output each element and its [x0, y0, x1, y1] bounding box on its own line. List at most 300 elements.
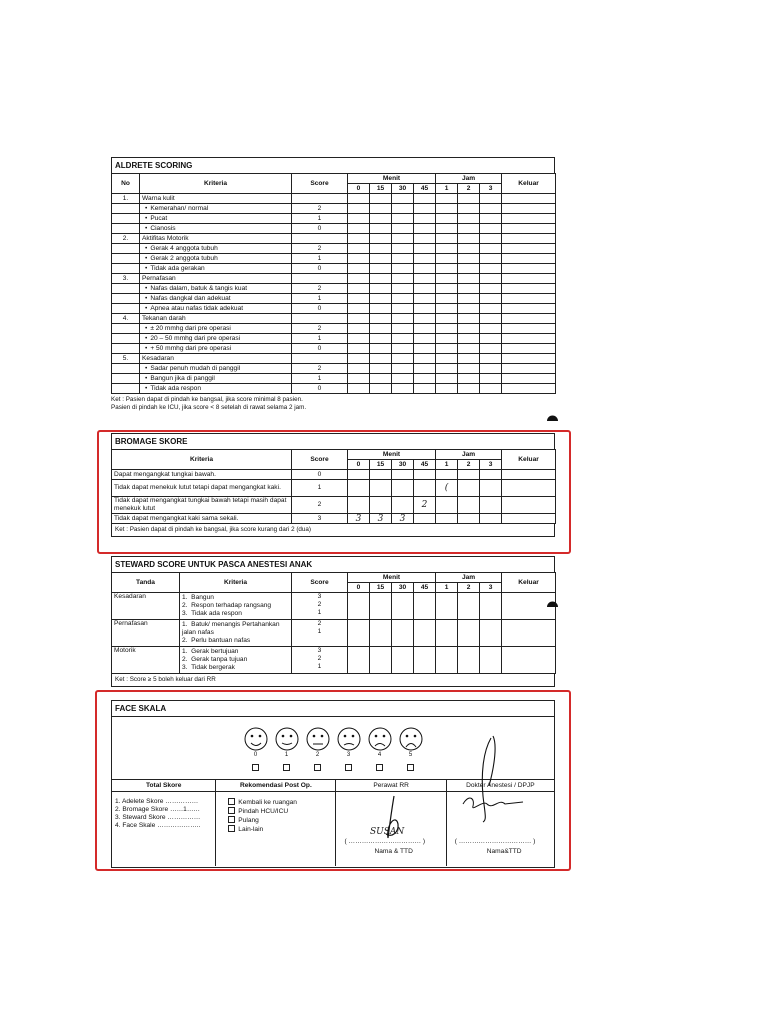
steward-item-no: 3.: [182, 664, 188, 671]
aldrete-entry-cell[interactable]: [480, 314, 502, 324]
aldrete-entry-cell[interactable]: [458, 384, 480, 394]
aldrete-entry-cell[interactable]: [414, 194, 436, 204]
aldrete-entry-cell[interactable]: [436, 304, 458, 314]
aldrete-entry-cell[interactable]: [436, 204, 458, 214]
aldrete-entry-cell[interactable]: [502, 354, 556, 364]
aldrete-entry-cell[interactable]: [480, 294, 502, 304]
col-menit: Menit: [348, 573, 436, 583]
aldrete-entry-cell[interactable]: [414, 224, 436, 234]
aldrete-entry-cell[interactable]: [502, 304, 556, 314]
aldrete-kriteria: Pernafasan: [140, 274, 292, 284]
aldrete-entry-cell[interactable]: [458, 294, 480, 304]
aldrete-entry-cell[interactable]: [414, 374, 436, 384]
total-skore-header: Total Skore: [112, 780, 215, 792]
aldrete-entry-cell[interactable]: [436, 234, 458, 244]
steward-item-label: Perlu bantuan nafas: [191, 637, 251, 644]
steward-entry-cell[interactable]: [458, 647, 480, 674]
aldrete-kriteria: • Tidak ada respon: [140, 384, 292, 394]
aldrete-entry-cell[interactable]: [370, 324, 392, 334]
steward-note: Ket : Score ≥ 5 boleh keluar dari RR: [111, 674, 555, 687]
aldrete-no: [112, 204, 140, 214]
aldrete-entry-cell[interactable]: [480, 244, 502, 254]
aldrete-entry-cell[interactable]: [502, 344, 556, 354]
aldrete-entry-cell[interactable]: [480, 264, 502, 274]
aldrete-entry-cell[interactable]: [436, 284, 458, 294]
steward-entry-cell[interactable]: [370, 620, 392, 647]
aldrete-entry-cell[interactable]: [370, 304, 392, 314]
steward-item-label: Tidak ada respon: [191, 610, 242, 617]
aldrete-entry-cell[interactable]: [392, 364, 414, 374]
aldrete-entry-cell[interactable]: [502, 294, 556, 304]
aldrete-entry-cell[interactable]: [370, 244, 392, 254]
aldrete-score: [292, 274, 348, 284]
aldrete-entry-cell[interactable]: [414, 244, 436, 254]
aldrete-entry-cell[interactable]: [436, 384, 458, 394]
steward-item-no: 2.: [182, 637, 188, 644]
aldrete-entry-cell[interactable]: [348, 204, 370, 214]
aldrete-entry-cell[interactable]: [414, 384, 436, 394]
aldrete-entry-cell[interactable]: [502, 314, 556, 324]
aldrete-entry-cell[interactable]: [436, 354, 458, 364]
col-keluar: Keluar: [502, 573, 556, 593]
col-jam-2: 3: [480, 460, 502, 470]
aldrete-entry-cell[interactable]: [458, 304, 480, 314]
aldrete-entry-cell[interactable]: [502, 374, 556, 384]
aldrete-no: [112, 264, 140, 274]
aldrete-entry-cell[interactable]: [392, 264, 414, 274]
steward-item-no: 2.: [182, 656, 188, 663]
aldrete-entry-cell[interactable]: [370, 384, 392, 394]
bromage-entry-cell[interactable]: 3: [370, 514, 392, 524]
aldrete-entry-cell[interactable]: [502, 264, 556, 274]
table-row: [112, 374, 556, 384]
table-row: [112, 194, 556, 204]
aldrete-entry-cell[interactable]: [392, 254, 414, 264]
aldrete-entry-cell[interactable]: [436, 334, 458, 344]
steward-tanda: Motorik: [112, 647, 180, 674]
steward-tanda: Kesadaran: [112, 593, 180, 620]
aldrete-entry-cell[interactable]: [502, 284, 556, 294]
steward-item-no: 1.: [182, 621, 188, 628]
aldrete-no: [112, 294, 140, 304]
aldrete-entry-cell[interactable]: [392, 384, 414, 394]
aldrete-entry-cell[interactable]: [436, 324, 458, 334]
steward-item-score: 1: [317, 628, 322, 635]
aldrete-score: 1: [292, 374, 348, 384]
col-jam-1: 2: [458, 184, 480, 194]
aldrete-no: 5.: [112, 354, 140, 364]
aldrete-entry-cell[interactable]: [436, 214, 458, 224]
steward-section: [111, 556, 555, 687]
rekomendasi-header: Rekomendasi Post Op.: [216, 780, 335, 792]
aldrete-entry-cell[interactable]: [502, 234, 556, 244]
steward-entry-cell[interactable]: [480, 593, 502, 620]
aldrete-entry-cell[interactable]: [458, 324, 480, 334]
aldrete-no: [112, 374, 140, 384]
col-menit-1: 15: [370, 460, 392, 470]
aldrete-entry-cell[interactable]: [348, 244, 370, 254]
total-skore-item: 3. Steward Skore ……………: [115, 814, 201, 821]
col-jam: Jam: [436, 174, 502, 184]
steward-item-score: 2: [317, 655, 322, 662]
aldrete-entry-cell[interactable]: [458, 364, 480, 374]
aldrete-entry-cell[interactable]: [502, 274, 556, 284]
col-menit-2: 30: [392, 583, 414, 593]
table-row: [112, 254, 556, 264]
dokter-name-label: Nama&TTD: [486, 848, 522, 855]
aldrete-entry-cell[interactable]: [392, 194, 414, 204]
table-row: [112, 314, 556, 324]
aldrete-entry-cell[interactable]: [458, 234, 480, 244]
aldrete-title: ALDRETE SCORING: [111, 157, 555, 173]
col-menit: Menit: [348, 174, 436, 184]
aldrete-entry-cell[interactable]: [392, 204, 414, 214]
col-tanda: Tanda: [112, 573, 180, 593]
bromage-entry-cell[interactable]: 2: [414, 497, 436, 514]
punch-mark-icon: [547, 596, 558, 607]
aldrete-entry-cell[interactable]: [414, 344, 436, 354]
aldrete-entry-cell[interactable]: [502, 324, 556, 334]
aldrete-entry-cell[interactable]: [348, 304, 370, 314]
steward-entry-cell[interactable]: [392, 593, 414, 620]
bromage-score: 0: [292, 470, 348, 480]
aldrete-entry-cell[interactable]: [436, 264, 458, 274]
aldrete-entry-cell[interactable]: [414, 324, 436, 334]
steward-entry-cell[interactable]: [348, 647, 370, 674]
steward-entry-cell[interactable]: [436, 593, 458, 620]
aldrete-entry-cell[interactable]: [458, 274, 480, 284]
steward-item-no: 1.: [182, 594, 188, 601]
steward-entry-cell[interactable]: [370, 593, 392, 620]
aldrete-entry-cell[interactable]: [370, 274, 392, 284]
aldrete-entry-cell[interactable]: [392, 284, 414, 294]
col-jam-1: 2: [458, 583, 480, 593]
steward-entry-cell[interactable]: [480, 620, 502, 647]
steward-entry-cell[interactable]: [348, 620, 370, 647]
aldrete-entry-cell[interactable]: [414, 254, 436, 264]
steward-entry-cell[interactable]: [392, 647, 414, 674]
col-keluar: Keluar: [502, 174, 556, 194]
steward-entry-cell[interactable]: [502, 620, 556, 647]
aldrete-entry-cell[interactable]: [392, 334, 414, 344]
steward-entry-cell[interactable]: [480, 647, 502, 674]
aldrete-entry-cell[interactable]: [370, 284, 392, 294]
aldrete-entry-cell[interactable]: [392, 294, 414, 304]
steward-item-label: Respon terhadap rangsang: [191, 602, 272, 609]
steward-entry-cell[interactable]: [502, 647, 556, 674]
aldrete-kriteria: • Bangun jika di panggil: [140, 374, 292, 384]
aldrete-entry-cell[interactable]: [348, 274, 370, 284]
table-row: [112, 234, 556, 244]
aldrete-score: 2: [292, 364, 348, 374]
col-menit-2: 30: [392, 184, 414, 194]
aldrete-entry-cell[interactable]: [348, 334, 370, 344]
aldrete-entry-cell[interactable]: [348, 214, 370, 224]
aldrete-entry-cell[interactable]: [348, 284, 370, 294]
aldrete-entry-cell[interactable]: [480, 274, 502, 284]
aldrete-score: 0: [292, 304, 348, 314]
aldrete-entry-cell[interactable]: [480, 384, 502, 394]
table-row: [112, 344, 556, 354]
aldrete-entry-cell[interactable]: [436, 254, 458, 264]
aldrete-entry-cell[interactable]: [502, 244, 556, 254]
aldrete-entry-cell[interactable]: [392, 324, 414, 334]
aldrete-entry-cell[interactable]: [414, 334, 436, 344]
aldrete-entry-cell[interactable]: [436, 194, 458, 204]
aldrete-entry-cell[interactable]: [392, 234, 414, 244]
steward-table: [111, 572, 556, 674]
total-skore-item: 1. Adelete Skore ……………: [115, 798, 199, 805]
aldrete-entry-cell[interactable]: [370, 344, 392, 354]
aldrete-entry-cell[interactable]: [348, 344, 370, 354]
steward-entry-cell[interactable]: [392, 620, 414, 647]
aldrete-score: 2: [292, 284, 348, 294]
aldrete-entry-cell[interactable]: [370, 334, 392, 344]
aldrete-kriteria: • + 50 mmhg dari pre operasi: [140, 344, 292, 354]
aldrete-entry-cell[interactable]: [370, 234, 392, 244]
aldrete-entry-cell[interactable]: [348, 314, 370, 324]
steward-entry-cell[interactable]: [370, 647, 392, 674]
aldrete-entry-cell[interactable]: [370, 264, 392, 274]
table-row: [112, 204, 556, 214]
col-jam-2: 3: [480, 184, 502, 194]
aldrete-entry-cell[interactable]: [458, 264, 480, 274]
aldrete-entry-cell[interactable]: [480, 304, 502, 314]
steward-item-score: 1: [317, 663, 322, 670]
aldrete-entry-cell[interactable]: [414, 284, 436, 294]
aldrete-entry-cell[interactable]: [502, 254, 556, 264]
aldrete-entry-cell[interactable]: [436, 344, 458, 354]
aldrete-entry-cell[interactable]: [370, 294, 392, 304]
table-row: [112, 244, 556, 254]
aldrete-entry-cell[interactable]: [392, 224, 414, 234]
dokter-paren: ( …………………………… ): [454, 838, 536, 845]
aldrete-no: [112, 364, 140, 374]
aldrete-entry-cell[interactable]: [414, 294, 436, 304]
table-row: [112, 364, 556, 374]
aldrete-entry-cell[interactable]: [458, 204, 480, 214]
aldrete-no: 2.: [112, 234, 140, 244]
aldrete-entry-cell[interactable]: [370, 224, 392, 234]
col-kriteria: Kriteria: [180, 573, 292, 593]
aldrete-entry-cell[interactable]: [502, 214, 556, 224]
aldrete-score: 0: [292, 384, 348, 394]
table-row: [112, 384, 556, 394]
aldrete-entry-cell[interactable]: [436, 314, 458, 324]
aldrete-entry-cell[interactable]: [480, 334, 502, 344]
aldrete-entry-cell[interactable]: [414, 214, 436, 224]
bromage-kriteria: Tidak dapat mengangkat tungkai bawah tetapi masih dapat menekuk lutut: [112, 497, 292, 514]
aldrete-entry-cell[interactable]: [414, 354, 436, 364]
aldrete-kriteria: • Nafas dangkal dan adekuat: [140, 294, 292, 304]
face-number: 2: [315, 752, 320, 758]
aldrete-entry-cell[interactable]: [480, 284, 502, 294]
rekomendasi-label: Pindah HCU/ICU: [238, 808, 289, 815]
aldrete-entry-cell[interactable]: [436, 274, 458, 284]
steward-item-no: 1.: [182, 648, 188, 655]
aldrete-entry-cell[interactable]: [348, 254, 370, 264]
steward-entry-cell[interactable]: [348, 593, 370, 620]
col-keluar: Keluar: [502, 450, 556, 470]
aldrete-entry-cell[interactable]: [480, 204, 502, 214]
aldrete-entry-cell[interactable]: [392, 274, 414, 284]
aldrete-entry-cell[interactable]: [348, 234, 370, 244]
aldrete-entry-cell[interactable]: [502, 204, 556, 214]
aldrete-kriteria: • Gerak 4 anggota tubuh: [140, 244, 292, 254]
aldrete-entry-cell[interactable]: [502, 334, 556, 344]
aldrete-entry-cell[interactable]: [502, 194, 556, 204]
steward-item-label: Gerak bertujuan: [191, 648, 239, 655]
aldrete-entry-cell[interactable]: [414, 204, 436, 214]
aldrete-kriteria: Tekanan darah: [140, 314, 292, 324]
aldrete-entry-cell[interactable]: [480, 354, 502, 364]
aldrete-entry-cell[interactable]: [392, 374, 414, 384]
total-skore-item: 4. Face Skale ………………..: [115, 822, 201, 829]
aldrete-entry-cell[interactable]: [480, 254, 502, 264]
aldrete-entry-cell[interactable]: [502, 364, 556, 374]
col-jam: Jam: [436, 450, 502, 460]
aldrete-entry-cell[interactable]: [480, 374, 502, 384]
aldrete-entry-cell[interactable]: [480, 194, 502, 204]
aldrete-score: [292, 194, 348, 204]
steward-entry-cell[interactable]: [458, 593, 480, 620]
aldrete-entry-cell[interactable]: [370, 374, 392, 384]
bromage-kriteria: Dapat mengangkat tungkai bawah.: [112, 470, 292, 480]
bromage-entry-cell[interactable]: (: [436, 480, 458, 497]
aldrete-entry-cell[interactable]: [480, 214, 502, 224]
aldrete-entry-cell[interactable]: [370, 214, 392, 224]
aldrete-entry-cell[interactable]: [392, 314, 414, 324]
aldrete-no: [112, 244, 140, 254]
aldrete-score: 1: [292, 294, 348, 304]
bromage-entry-cell[interactable]: 3: [348, 514, 370, 524]
aldrete-entry-cell[interactable]: [458, 214, 480, 224]
aldrete-entry-cell[interactable]: [370, 314, 392, 324]
aldrete-entry-cell[interactable]: [392, 344, 414, 354]
aldrete-entry-cell[interactable]: [458, 344, 480, 354]
aldrete-score: 2: [292, 244, 348, 254]
aldrete-entry-cell[interactable]: [458, 254, 480, 264]
col-score: Score: [292, 573, 348, 593]
aldrete-no: 1.: [112, 194, 140, 204]
aldrete-entry-cell[interactable]: [436, 244, 458, 254]
aldrete-entry-cell[interactable]: [458, 224, 480, 234]
table-row: [112, 274, 556, 284]
aldrete-entry-cell[interactable]: [480, 344, 502, 354]
bromage-kriteria: Tidak dapat mengangkat kaki sama sekali.: [112, 514, 292, 524]
aldrete-entry-cell[interactable]: [348, 194, 370, 204]
aldrete-kriteria: • ± 20 mmhg dari pre operasi: [140, 324, 292, 334]
aldrete-entry-cell[interactable]: [392, 214, 414, 224]
aldrete-entry-cell[interactable]: [458, 354, 480, 364]
rekomendasi-label: Kembali ke ruangan: [238, 799, 297, 806]
aldrete-entry-cell[interactable]: [480, 324, 502, 334]
aldrete-entry-cell[interactable]: [348, 224, 370, 234]
steward-item-no: 3.: [182, 610, 188, 617]
col-menit-1: 15: [370, 184, 392, 194]
steward-entry-cell[interactable]: [436, 620, 458, 647]
aldrete-entry-cell[interactable]: [370, 354, 392, 364]
aldrete-entry-cell[interactable]: [502, 224, 556, 234]
aldrete-entry-cell[interactable]: [480, 364, 502, 374]
aldrete-entry-cell[interactable]: [414, 314, 436, 324]
bromage-note: Ket : Pasien dapat di pindah ke bangsal, jika score kurang dari 2 (dua): [111, 524, 555, 537]
aldrete-entry-cell[interactable]: [436, 224, 458, 234]
aldrete-kriteria: • Gerak 2 anggota tubuh: [140, 254, 292, 264]
aldrete-entry-cell[interactable]: [414, 274, 436, 284]
table-row: [112, 214, 556, 224]
aldrete-kriteria: • Tidak ada gerakan: [140, 264, 292, 274]
aldrete-entry-cell[interactable]: [458, 194, 480, 204]
aldrete-entry-cell[interactable]: [458, 374, 480, 384]
aldrete-entry-cell[interactable]: [414, 234, 436, 244]
face-number: 5: [408, 752, 413, 758]
aldrete-entry-cell[interactable]: [458, 334, 480, 344]
aldrete-entry-cell[interactable]: [414, 304, 436, 314]
aldrete-entry-cell[interactable]: [348, 364, 370, 374]
aldrete-entry-cell[interactable]: [480, 224, 502, 234]
aldrete-entry-cell[interactable]: [348, 324, 370, 334]
aldrete-entry-cell[interactable]: [348, 354, 370, 364]
aldrete-entry-cell[interactable]: [370, 254, 392, 264]
aldrete-entry-cell[interactable]: [370, 364, 392, 374]
aldrete-entry-cell[interactable]: [436, 364, 458, 374]
steward-entry-cell[interactable]: [414, 647, 436, 674]
aldrete-entry-cell[interactable]: [436, 374, 458, 384]
aldrete-entry-cell[interactable]: [458, 284, 480, 294]
aldrete-entry-cell[interactable]: [348, 384, 370, 394]
aldrete-entry-cell[interactable]: [414, 264, 436, 274]
face-number: 1: [284, 752, 289, 758]
aldrete-entry-cell[interactable]: [480, 234, 502, 244]
perawat-paren: ( …………………………… ): [344, 838, 426, 845]
steward-entry-cell[interactable]: [414, 620, 436, 647]
aldrete-entry-cell[interactable]: [458, 314, 480, 324]
steward-item-score: 2: [317, 620, 322, 627]
aldrete-entry-cell[interactable]: [436, 294, 458, 304]
steward-entry-cell[interactable]: [414, 593, 436, 620]
bromage-entry-cell[interactable]: 3: [392, 514, 414, 524]
aldrete-entry-cell[interactable]: [458, 244, 480, 254]
aldrete-entry-cell[interactable]: [348, 374, 370, 384]
aldrete-entry-cell[interactable]: [370, 204, 392, 214]
aldrete-no: [112, 344, 140, 354]
aldrete-kriteria: Warna kulit: [140, 194, 292, 204]
aldrete-score: 1: [292, 214, 348, 224]
total-skore-item: 2. Bromage Skore ……1……: [115, 806, 201, 813]
table-row: [112, 284, 556, 294]
table-row: [112, 647, 556, 674]
steward-entry-cell[interactable]: [436, 647, 458, 674]
steward-entry-cell[interactable]: [458, 620, 480, 647]
aldrete-entry-cell[interactable]: [392, 304, 414, 314]
aldrete-kriteria: • Sadar penuh mudah di panggil: [140, 364, 292, 374]
col-menit-1: 15: [370, 583, 392, 593]
face-title: FACE SKALA: [112, 701, 554, 717]
col-kriteria: Kriteria: [112, 450, 292, 470]
aldrete-entry-cell[interactable]: [392, 354, 414, 364]
col-menit-0: 0: [348, 460, 370, 470]
steward-item-label: Bangun: [191, 594, 214, 601]
face-skala-highlight-box: [95, 690, 571, 871]
aldrete-entry-cell[interactable]: [502, 384, 556, 394]
aldrete-entry-cell[interactable]: [392, 244, 414, 254]
aldrete-entry-cell[interactable]: [414, 364, 436, 374]
aldrete-entry-cell[interactable]: [370, 194, 392, 204]
aldrete-entry-cell[interactable]: [348, 264, 370, 274]
aldrete-entry-cell[interactable]: [348, 294, 370, 304]
aldrete-no: [112, 334, 140, 344]
